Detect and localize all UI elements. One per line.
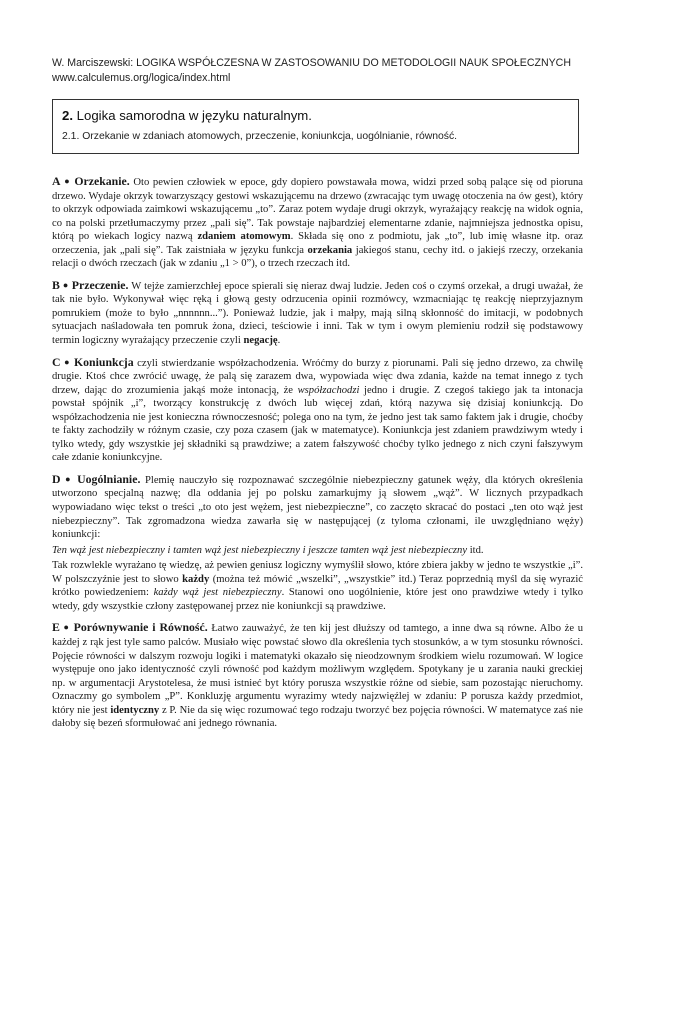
- document-body: [52, 175, 583, 739]
- paragraph-uogolnianie: [52, 473, 583, 542]
- example-conjunction: [52, 544, 583, 558]
- paragraph-uogolnianie-cont: [52, 559, 583, 613]
- chapter-title-text: Logika samorodna w języku naturalnym.: [73, 108, 312, 123]
- paragraph-text: (można też mówić „wszelki”, „wszystkie” itd.) Teraz poprzednią myśl da się wyrazić krótko powiedzeniem:: [52, 573, 583, 599]
- paragraph-text: jedno i drugie. Z czegoś takiego jak ta intonacja powstał spójnik „i”, tworzący konstrukcję z dwóch lub więcej zdań, którą nazywa się dzisiaj koniunkcją. Do współzachodzenia nie jest konieczna równoczesność; polega ono na tym, że jedno jest tak samo faktem jak i drugie, choćby te fakty zachodziły w różnym czasie, czy poza czasem (jak w matematyce). Koniunkcja jest zdaniem prawdziwym wtedy i tylko wtedy, gdy wszystkie jej składniki są prawdziwe; a zatem fałszywość choćby tylko jednego z nich czyni fałszywym całe zdanie koniunkcyjne.: [52, 384, 583, 464]
- bold-term: identyczny: [110, 704, 160, 716]
- paragraph-text: .: [277, 335, 281, 347]
- example-text: Ten wąż jest niebezpieczny i tamten wąż jest niebezpieczny i jeszcze tamten wąż jest niebezpieczny: [52, 544, 468, 556]
- paragraph-text: Tak rozwlekle wyrażano tę wiedzę, aż pewien geniusz logiczny wymyślił słowo, które zbiera jakby w jedno te wszystkie „i”. W polszczyźnie jest to słowo: [52, 560, 583, 585]
- bold-term: negację: [243, 335, 278, 347]
- section-heading: Przeczenie.: [71, 277, 129, 292]
- paragraph-text: z P. Nie da się więc rozumować tego rodzaju tworzyć bez pojęcia równości. W matematyce zaś nie dałoby się bezeń sformułować ani jednego równania.: [52, 704, 583, 730]
- header-url: www.calculemus.org/logica/index.html: [52, 72, 231, 84]
- section-letter: C: [52, 354, 61, 369]
- paragraph-koniunkcja: [52, 356, 583, 465]
- bold-term: każdy: [182, 573, 210, 585]
- chapter-box: [52, 99, 579, 154]
- paragraph-rownosc: [52, 621, 583, 730]
- bold-term: orzekania: [307, 244, 353, 256]
- bullet-icon: ●: [65, 473, 73, 484]
- bullet-icon: ●: [63, 622, 70, 633]
- section-subtitle: 2.1. Orzekanie w zdaniach atomowych, przeczenie, koniunkcja, uogólnianie, równość.: [62, 131, 458, 142]
- section-letter: A: [52, 174, 61, 188]
- section-letter: B: [52, 277, 60, 292]
- header-author-title: W. Marciszewski: LOGIKA WSPÓŁCZESNA W ZASTOSOWANIU DO METODOLOGII NAUK SPOŁECZNYCH: [52, 57, 571, 69]
- paragraph-text: . Stanowi ono uogólnienie, które jest ono prawdziwe wtedy i tylko wtedy, gdy wszystkie człony zastępowanej przez nie koniunkcji są prawdziwe.: [52, 587, 583, 612]
- paragraph-text: W tejże zamierzchłej epoce spierali się nieraz dwaj ludzie. Jeden coś o czymś orzekał, a drugi uważał, że tak nie było. Wykonywał więc ręką i głową gesty odrzucenia opinii rozmówcy, wzmacniając tę reakcję nieprzyjaznym pomrukiem (może to było „nnnnnn...”). Ponieważ ludzie, jak i małpy, mają silną skłonność do imitacji, w podobnych sytuacjach naśladowała ten pomruk żona, dzieci, teściowie i inni. Tak w tym i owym plemieniu rodził się podstawowy termin logiczny wyrażający przeczenie czyli: [52, 280, 584, 347]
- section-letter: E: [52, 620, 60, 635]
- section-heading: Koniunkcja: [73, 354, 134, 369]
- paragraph-przeczenie: [52, 279, 583, 348]
- section-letter: D: [52, 471, 61, 486]
- bold-term: zdaniem atomowym: [197, 231, 291, 243]
- bullet-icon: ●: [64, 176, 71, 186]
- paragraph-text: czyli stwierdzanie współzachodzenia. Wróćmy do burzy z piorunami. Pali się jedno drzewo, za chwilę drugie. Ktoś chce zwrócić uwagę, że palą się zarazem dwa, wypowiada więc dwa zdania, każde na temat innego z tych drzew, dając do zrozumienia jakąś może intonacją, że: [52, 357, 583, 396]
- page-header: [52, 56, 642, 86]
- italic-term: współzachodzi: [297, 384, 360, 396]
- section-heading: Porównywanie i Równość.: [73, 620, 208, 635]
- paragraph-text: jakiegoś stanu, cechy itd. o jakiejś rzeczy, orzekania relacji o dwóch rzeczach (jak w zdaniu „1 > 0”), o trzech rzeczach itd.: [52, 244, 583, 270]
- chapter-number: 2.: [62, 108, 73, 123]
- paragraph-text: Oto pewien człowiek w epoce, gdy dopiero powstawała mowa, widzi przed sobą palące się od pioruna drzewo. Wydaje okrzyk towarzyszący gestowi wskazującemu na drzewo (zwracając tym uwagę otoczenia na ów gest), który to okrzyk odpowiada zaimkowi wskazującemu „to”. Zaraz potem wydaje drugi okrzyk, wyrażający reakcję na widok ognia, co na polski przetłumaczymy przez „pali się”. Tak powstaje najbardziej elementarne zdanie, najmniejsza jednostka opisu, którą po wiekach logicy nazwą: [52, 177, 584, 243]
- chapter-title: [62, 107, 569, 124]
- paragraph-orzekanie: [52, 175, 583, 271]
- example-tail: itd.: [467, 544, 484, 556]
- section-heading: Orzekanie.: [74, 174, 130, 188]
- bullet-icon: ●: [62, 279, 69, 290]
- italic-term: każdy wąż jest niebezpieczny: [153, 587, 282, 599]
- paragraph-text: Łatwo zauważyć, że ten kij jest dłuższy od tamtego, a inne dwa są równe. Albo że u każdej z rąk jest tyle samo palców. Musiało więc powstać słowo dla określenia tych stosunków, a w tym stosunku równości. Pojęcie równości w dalszym rozwoju logiki i matematyki okazało się nieodzownym środkiem wielu rozumowań. W logice występuje ono jako identyczność czyli równość pod każdym możliwym względem. Spotykany je u zarania nauki greckiej np. w argumentacji Arystotelesa, że musi istnieć byt który porusza wszystkie różne od siebie, sam pozostając nieruchomy. Oznaczmy go symbolem „P”. Konkluzję argumentu wyrazimy wtedy najzwięźlej w zdaniu: P porusza każdy przedmiot, który nie jest: [52, 623, 583, 716]
- section-heading: Uogólnianie.: [77, 471, 141, 486]
- bullet-icon: ●: [64, 356, 71, 367]
- paragraph-text: Plemię nauczyło się rozpoznawać szczególnie niebezpieczny gatunek węży, dla których określenia utworzono specjalną nazwę; dla oddania jej po polsku zamarkujmy ją słowem „wąż”. W licznych przypadkach wypowiadano więc tekst o treści „to oto jest wężem, jest niebezpieczne”, co zaczęto skracać do postaci „ten oto wąż jest niebezpieczny”. Tak zgromadzona wiedza zawarła się w następującej (z tyloma członami, ile uwzględniano węży) koniunkcji:: [52, 474, 583, 541]
- paragraph-text: . Składa się ono z podmiotu, jak „to”, lub imię własne itp. oraz orzeczenia, jak „pali się”. Tak zaistniała w języku funkcja: [52, 231, 583, 256]
